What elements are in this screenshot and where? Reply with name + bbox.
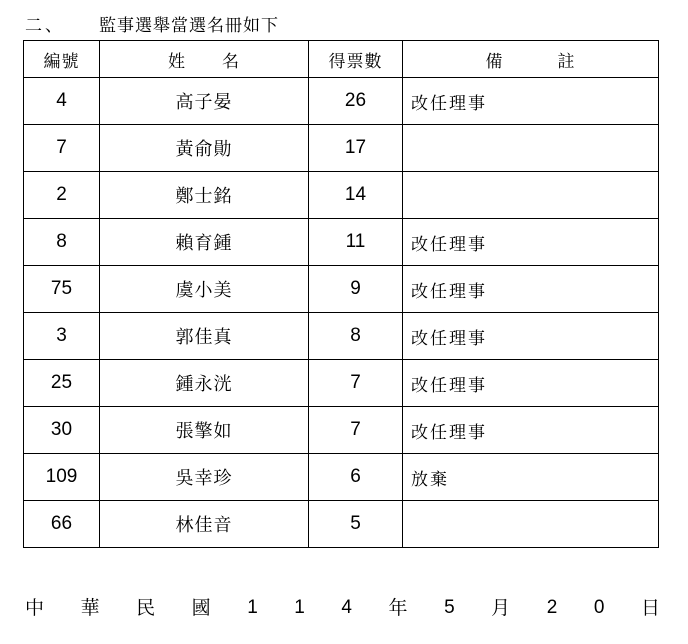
header-name: 姓 名 <box>100 41 309 78</box>
cell-note: 改任理事 <box>403 78 659 125</box>
cell-votes: 14 <box>309 172 403 219</box>
cell-number: 2 <box>24 172 100 219</box>
cell-name: 黃俞勛 <box>100 125 309 172</box>
date-char: 4 <box>341 597 352 618</box>
table-row <box>24 125 659 172</box>
cell-votes: 17 <box>309 125 403 172</box>
cell-note: 改任理事 <box>403 219 659 266</box>
cell-votes: 11 <box>309 219 403 266</box>
header-note: 備 註 <box>403 41 659 78</box>
section-heading <box>25 14 279 38</box>
cell-name: 鄭士銘 <box>100 172 309 219</box>
table-row <box>24 313 659 360</box>
date-char: 民 <box>136 597 156 619</box>
header-number: 編號 <box>24 41 100 78</box>
cell-number: 75 <box>24 266 100 313</box>
table-row <box>24 454 659 501</box>
table-row <box>24 407 659 454</box>
date-char: 日 <box>640 597 660 619</box>
date-char: 1 <box>294 597 305 618</box>
date-char: 華 <box>80 597 100 619</box>
cell-name: 林佳音 <box>100 501 309 548</box>
cell-votes: 5 <box>309 501 403 548</box>
date-char: 1 <box>247 597 258 618</box>
cell-votes: 26 <box>309 78 403 125</box>
cell-name: 郭佳真 <box>100 313 309 360</box>
cell-number: 25 <box>24 360 100 407</box>
table-header-row <box>24 41 659 78</box>
section-title: 監事選舉當選名冊如下 <box>99 16 279 36</box>
cell-note: 改任理事 <box>403 266 659 313</box>
cell-name: 張擎如 <box>100 407 309 454</box>
elected-supervisors-table <box>23 40 659 548</box>
date-line <box>25 594 660 622</box>
table-row <box>24 172 659 219</box>
date-char: 中 <box>25 597 45 619</box>
cell-number: 8 <box>24 219 100 266</box>
date-char: 國 <box>191 597 211 619</box>
cell-number: 4 <box>24 78 100 125</box>
cell-note: 改任理事 <box>403 360 659 407</box>
cell-note <box>403 172 659 219</box>
table-row <box>24 360 659 407</box>
date-char: 月 <box>491 597 511 619</box>
table-row <box>24 501 659 548</box>
cell-name: 鍾永洸 <box>100 360 309 407</box>
cell-number: 30 <box>24 407 100 454</box>
date-char: 5 <box>444 597 455 618</box>
date-char: 0 <box>593 597 605 618</box>
table-row <box>24 219 659 266</box>
table-row <box>24 266 659 313</box>
cell-votes: 9 <box>309 266 403 313</box>
cell-name: 吳幸珍 <box>100 454 309 501</box>
cell-number: 66 <box>24 501 100 548</box>
cell-number: 109 <box>24 454 100 501</box>
table-row <box>24 78 659 125</box>
cell-name: 賴育鍾 <box>100 219 309 266</box>
section-number: 二、 <box>25 16 65 36</box>
cell-votes: 7 <box>309 360 403 407</box>
date-char: 年 <box>388 597 408 619</box>
cell-note: 改任理事 <box>403 407 659 454</box>
cell-note: 改任理事 <box>403 313 659 360</box>
date-char: 2 <box>546 597 558 618</box>
cell-note <box>403 125 659 172</box>
cell-number: 7 <box>24 125 100 172</box>
cell-note: 放棄 <box>403 454 659 501</box>
cell-votes: 7 <box>309 407 403 454</box>
header-votes: 得票數 <box>309 41 403 78</box>
cell-number: 3 <box>24 313 100 360</box>
cell-votes: 8 <box>309 313 403 360</box>
cell-votes: 6 <box>309 454 403 501</box>
cell-name: 高子晏 <box>100 78 309 125</box>
cell-note <box>403 501 659 548</box>
cell-name: 虞小美 <box>100 266 309 313</box>
